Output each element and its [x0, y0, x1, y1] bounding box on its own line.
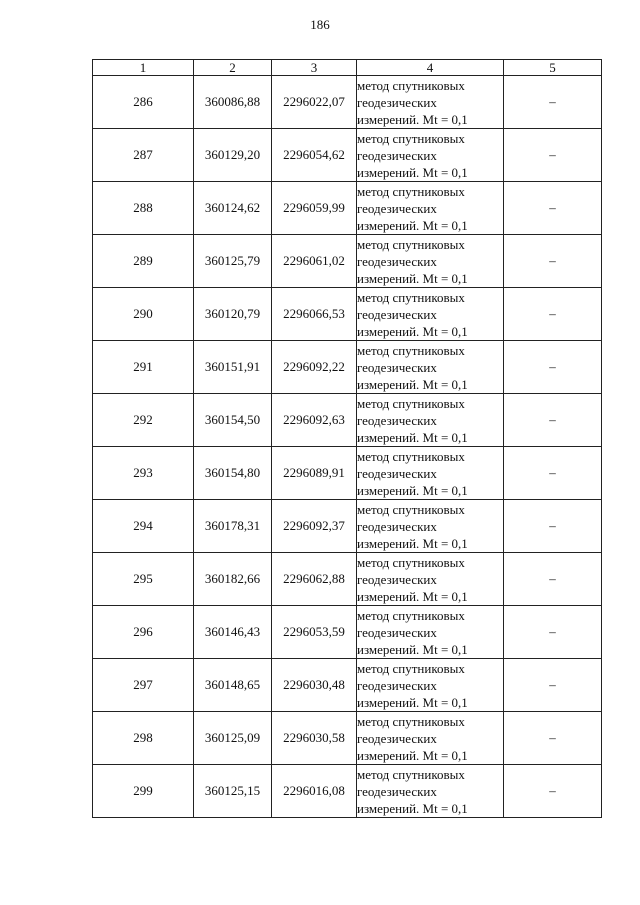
method-line-2: геодезических: [357, 306, 437, 322]
method-line-1: метод спутниковых: [357, 289, 465, 305]
y-coordinate-cell: 2296030,48: [272, 659, 357, 712]
method-line-2: геодезических: [357, 94, 437, 110]
table-row: [93, 76, 602, 129]
method-line-2: геодезических: [357, 730, 437, 746]
method-line-3: измерений. Mt = 0,1: [357, 164, 468, 180]
y-coordinate-cell: 2296016,08: [272, 765, 357, 818]
note-cell: –: [504, 182, 602, 235]
table-row: [93, 447, 602, 500]
note-cell: –: [504, 288, 602, 341]
y-coordinate-cell: 2296030,58: [272, 712, 357, 765]
y-coordinate-cell: 2296066,53: [272, 288, 357, 341]
y-coordinate-cell: 2296059,99: [272, 182, 357, 235]
method-line-2: геодезических: [357, 253, 437, 269]
y-coordinate-cell: 2296054,62: [272, 129, 357, 182]
method-line-1: метод спутниковых: [357, 713, 465, 729]
x-coordinate-cell: 360125,09: [194, 712, 272, 765]
method-line-1: метод спутниковых: [357, 448, 465, 464]
table-row: [93, 129, 602, 182]
table-row: [93, 765, 602, 818]
point-number-cell: 291: [93, 341, 194, 394]
x-coordinate-cell: 360125,79: [194, 235, 272, 288]
point-number-cell: 292: [93, 394, 194, 447]
y-coordinate-cell: 2296061,02: [272, 235, 357, 288]
point-number-cell: 295: [93, 553, 194, 606]
table-row: [93, 659, 602, 712]
method-line-3: измерений. Mt = 0,1: [357, 323, 468, 339]
method-line-3: измерений. Mt = 0,1: [357, 747, 468, 763]
note-cell: –: [504, 341, 602, 394]
x-coordinate-cell: 360154,50: [194, 394, 272, 447]
y-coordinate-cell: 2296092,37: [272, 500, 357, 553]
point-number-cell: 298: [93, 712, 194, 765]
point-number-cell: 299: [93, 765, 194, 818]
point-number-cell: 287: [93, 129, 194, 182]
method-line-2: геодезических: [357, 359, 437, 375]
table-row: [93, 341, 602, 394]
method-cell: [357, 182, 504, 235]
table-row: [93, 182, 602, 235]
method-line-1: метод спутниковых: [357, 766, 465, 782]
x-coordinate-cell: 360146,43: [194, 606, 272, 659]
header-row: [93, 60, 602, 76]
method-line-1: метод спутниковых: [357, 236, 465, 252]
method-cell: [357, 447, 504, 500]
x-coordinate-cell: 360125,15: [194, 765, 272, 818]
method-line-1: метод спутниковых: [357, 554, 465, 570]
page-number: 186: [310, 17, 330, 32]
column-header-1: 1: [93, 60, 194, 76]
note-cell: –: [504, 394, 602, 447]
y-coordinate-cell: 2296022,07: [272, 76, 357, 129]
method-cell: [357, 553, 504, 606]
method-line-3: измерений. Mt = 0,1: [357, 482, 468, 498]
method-line-1: метод спутниковых: [357, 607, 465, 623]
method-line-3: измерений. Mt = 0,1: [357, 429, 468, 445]
point-number-cell: 293: [93, 447, 194, 500]
point-number-cell: 294: [93, 500, 194, 553]
x-coordinate-cell: 360182,66: [194, 553, 272, 606]
method-cell: [357, 712, 504, 765]
table-row: [93, 500, 602, 553]
x-coordinate-cell: 360154,80: [194, 447, 272, 500]
table-row: [93, 712, 602, 765]
method-line-2: геодезических: [357, 624, 437, 640]
table-row: [93, 553, 602, 606]
note-cell: –: [504, 447, 602, 500]
column-header-2: 2: [194, 60, 272, 76]
note-cell: –: [504, 659, 602, 712]
method-line-2: геодезических: [357, 200, 437, 216]
point-number-cell: 286: [93, 76, 194, 129]
y-coordinate-cell: 2296062,88: [272, 553, 357, 606]
method-line-3: измерений. Mt = 0,1: [357, 588, 468, 604]
method-line-2: геодезических: [357, 677, 437, 693]
point-number-cell: 290: [93, 288, 194, 341]
x-coordinate-cell: 360086,88: [194, 76, 272, 129]
method-cell: [357, 288, 504, 341]
method-line-1: метод спутниковых: [357, 395, 465, 411]
y-coordinate-cell: 2296092,63: [272, 394, 357, 447]
table-header: [93, 60, 602, 76]
x-coordinate-cell: 360148,65: [194, 659, 272, 712]
note-cell: –: [504, 76, 602, 129]
method-line-2: геодезических: [357, 571, 437, 587]
method-cell: [357, 765, 504, 818]
table-row: [93, 288, 602, 341]
method-line-3: измерений. Mt = 0,1: [357, 217, 468, 233]
method-line-1: метод спутниковых: [357, 77, 465, 93]
x-coordinate-cell: 360129,20: [194, 129, 272, 182]
table-body: [93, 76, 602, 818]
method-line-2: геодезических: [357, 412, 437, 428]
note-cell: –: [504, 606, 602, 659]
method-cell: [357, 341, 504, 394]
x-coordinate-cell: 360178,31: [194, 500, 272, 553]
note-cell: –: [504, 765, 602, 818]
table-row: [93, 235, 602, 288]
x-coordinate-cell: 360151,91: [194, 341, 272, 394]
y-coordinate-cell: 2296053,59: [272, 606, 357, 659]
method-line-2: геодезических: [357, 783, 437, 799]
method-line-2: геодезических: [357, 465, 437, 481]
method-line-3: измерений. Mt = 0,1: [357, 800, 468, 816]
table-row: [93, 606, 602, 659]
column-header-3: 3: [272, 60, 357, 76]
point-number-cell: 288: [93, 182, 194, 235]
method-cell: [357, 606, 504, 659]
method-line-3: измерений. Mt = 0,1: [357, 535, 468, 551]
method-cell: [357, 500, 504, 553]
method-line-2: геодезических: [357, 518, 437, 534]
y-coordinate-cell: 2296092,22: [272, 341, 357, 394]
note-cell: –: [504, 129, 602, 182]
y-coordinate-cell: 2296089,91: [272, 447, 357, 500]
note-cell: –: [504, 553, 602, 606]
column-header-4: 4: [357, 60, 504, 76]
method-line-3: измерений. Mt = 0,1: [357, 376, 468, 392]
point-number-cell: 296: [93, 606, 194, 659]
method-line-3: измерений. Mt = 0,1: [357, 270, 468, 286]
method-line-1: метод спутниковых: [357, 501, 465, 517]
method-line-1: метод спутниковых: [357, 342, 465, 358]
method-cell: [357, 76, 504, 129]
point-number-cell: 297: [93, 659, 194, 712]
method-line-2: геодезических: [357, 147, 437, 163]
note-cell: –: [504, 235, 602, 288]
method-line-1: метод спутниковых: [357, 183, 465, 199]
method-cell: [357, 129, 504, 182]
note-cell: –: [504, 500, 602, 553]
column-header-5: 5: [504, 60, 602, 76]
method-line-1: метод спутниковых: [357, 660, 465, 676]
method-cell: [357, 235, 504, 288]
method-line-3: измерений. Mt = 0,1: [357, 694, 468, 710]
method-cell: [357, 659, 504, 712]
table-row: [93, 394, 602, 447]
method-cell: [357, 394, 504, 447]
method-line-1: метод спутниковых: [357, 130, 465, 146]
x-coordinate-cell: 360124,62: [194, 182, 272, 235]
point-number-cell: 289: [93, 235, 194, 288]
method-line-3: измерений. Mt = 0,1: [357, 111, 468, 127]
x-coordinate-cell: 360120,79: [194, 288, 272, 341]
note-cell: –: [504, 712, 602, 765]
coordinates-table: [92, 59, 602, 818]
method-line-3: измерений. Mt = 0,1: [357, 641, 468, 657]
